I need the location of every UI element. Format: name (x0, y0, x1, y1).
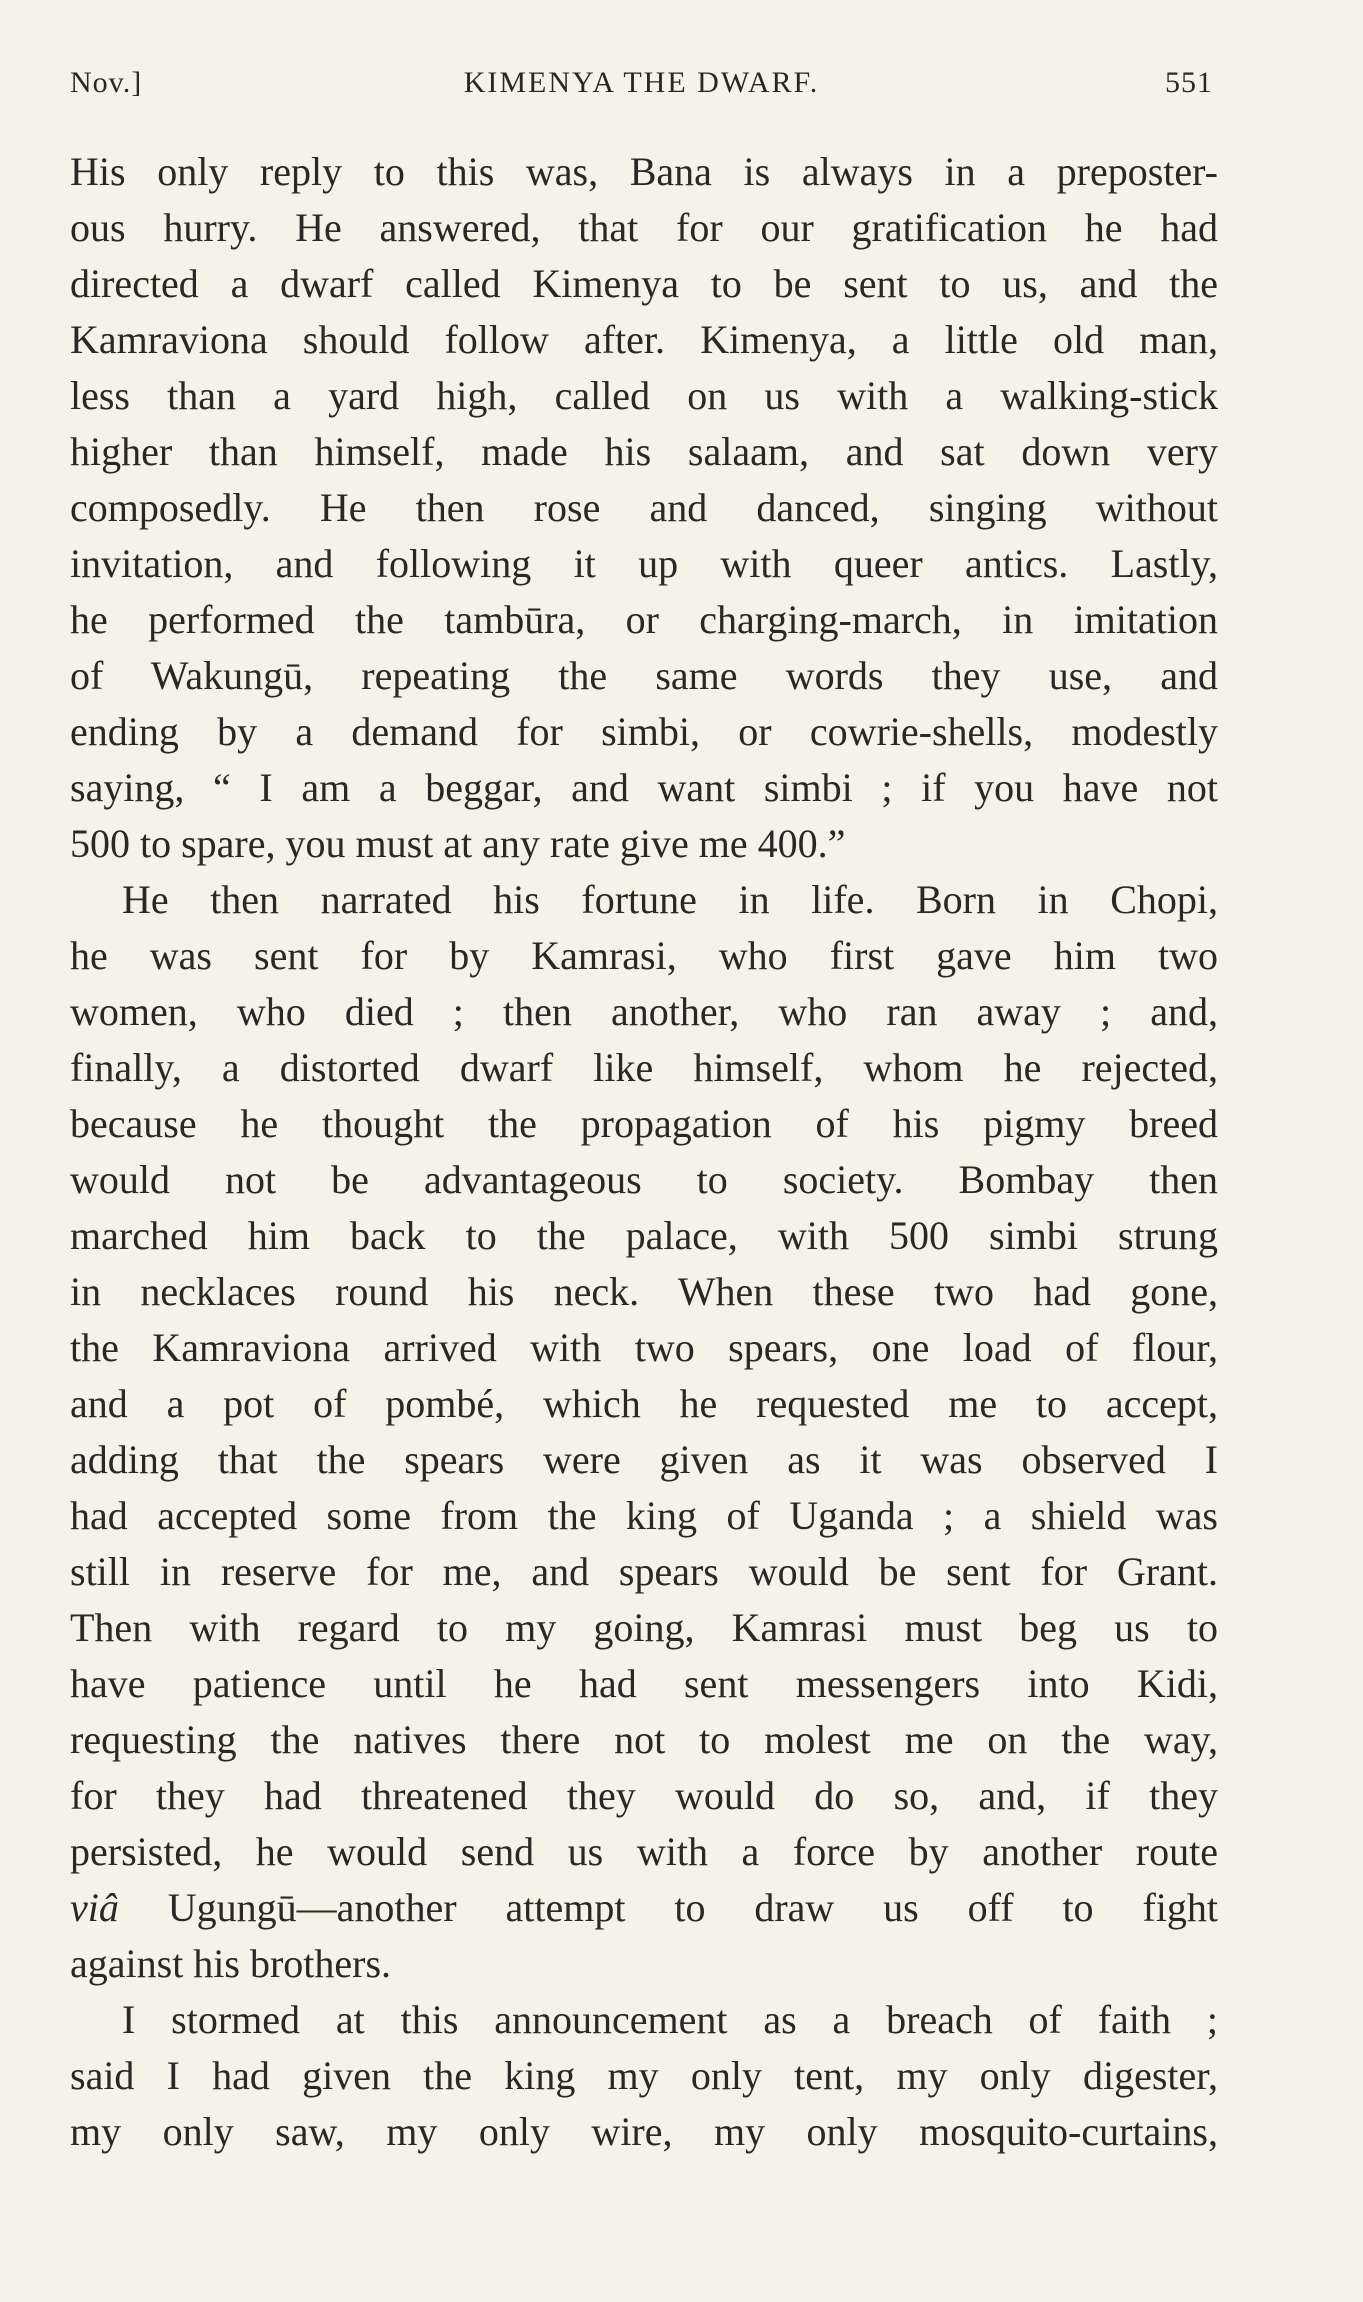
paragraph-start-line: I stormed at this announcement as a breach of faith ; (122, 1997, 1218, 2042)
paragraph-start-line: He then narrated his fortune in life. Born in Chopi, (122, 877, 1218, 922)
body-text (70, 144, 1218, 2160)
text-line: marched him back to the palace, with 500 simbi strung (70, 1213, 1218, 1258)
text-line: had accepted some from the king of Uganda ; a shield was (70, 1493, 1218, 1538)
running-head-month: Nov.] (70, 66, 143, 99)
text-line: against his brothers. (70, 1941, 392, 1986)
text-line: have patience until he had sent messengers into Kidi, (70, 1661, 1218, 1706)
text-line: he was sent for by Kamrasi, who first gave him two (70, 933, 1218, 978)
text-line: Kamraviona should follow after. Kimenya, a little old man, (70, 317, 1218, 362)
text-line: my only saw, my only wire, my only mosquito-curtains, (70, 2109, 1218, 2154)
text-line: requesting the natives there not to molest me on the way, (70, 1717, 1218, 1762)
text-line: still in reserve for me, and spears would be sent for Grant. (70, 1549, 1218, 1594)
running-head-title: KIMENYA THE DWARF. (463, 66, 820, 99)
text-line: would not be advantageous to society. Bombay then (70, 1157, 1218, 1202)
text-line: adding that the spears were given as it was observed I (70, 1437, 1218, 1482)
text-line: saying, “ I am a beggar, and want simbi ; if you have not (70, 765, 1218, 810)
text-line: in necklaces round his neck. When these two had gone, (70, 1269, 1218, 1314)
text-line: of Wakungū, repeating the same words they use, and (70, 653, 1218, 698)
text-line: composedly. He then rose and danced, singing without (70, 485, 1218, 530)
text-line: he performed the tambūra, or charging-march, in imitation (70, 597, 1218, 642)
text-line-with-italic: viâ Ugungū—another attempt to draw us off to fight (70, 1885, 1218, 1930)
text-line: invitation, and following it up with queer antics. Lastly, (70, 541, 1218, 586)
text-line: women, who died ; then another, who ran away ; and, (70, 989, 1218, 1034)
text-line: less than a yard high, called on us with a walking-stick (70, 373, 1218, 418)
text-line: because he thought the propagation of his pigmy breed (70, 1101, 1218, 1146)
text-line: said I had given the king my only tent, my only digester, (70, 2053, 1218, 2098)
text-line: ous hurry. He answered, that for our gratification he had (70, 205, 1218, 250)
text-line: finally, a distorted dwarf like himself, whom he rejected, (70, 1045, 1218, 1090)
text-line: His only reply to this was, Bana is always in a preposter- (70, 149, 1218, 194)
running-head (70, 66, 1213, 110)
text-line: and a pot of pombé, which he requested me to accept, (70, 1381, 1218, 1426)
text-line: 500 to spare, you must at any rate give me 400.” (70, 821, 846, 866)
text-line: Then with regard to my going, Kamrasi must beg us to (70, 1605, 1218, 1650)
text-line: the Kamraviona arrived with two spears, one load of flour, (70, 1325, 1218, 1370)
text-line: for they had threatened they would do so, and, if they (70, 1773, 1218, 1818)
text-line: ending by a demand for simbi, or cowrie-shells, modestly (70, 709, 1218, 754)
text-line: directed a dwarf called Kimenya to be sent to us, and the (70, 261, 1218, 306)
italic-word: viâ (70, 1885, 119, 1930)
text-line: persisted, he would send us with a force by another route (70, 1829, 1218, 1874)
text-line: higher than himself, made his salaam, and sat down very (70, 429, 1218, 474)
page-number: 551 (1165, 66, 1213, 99)
